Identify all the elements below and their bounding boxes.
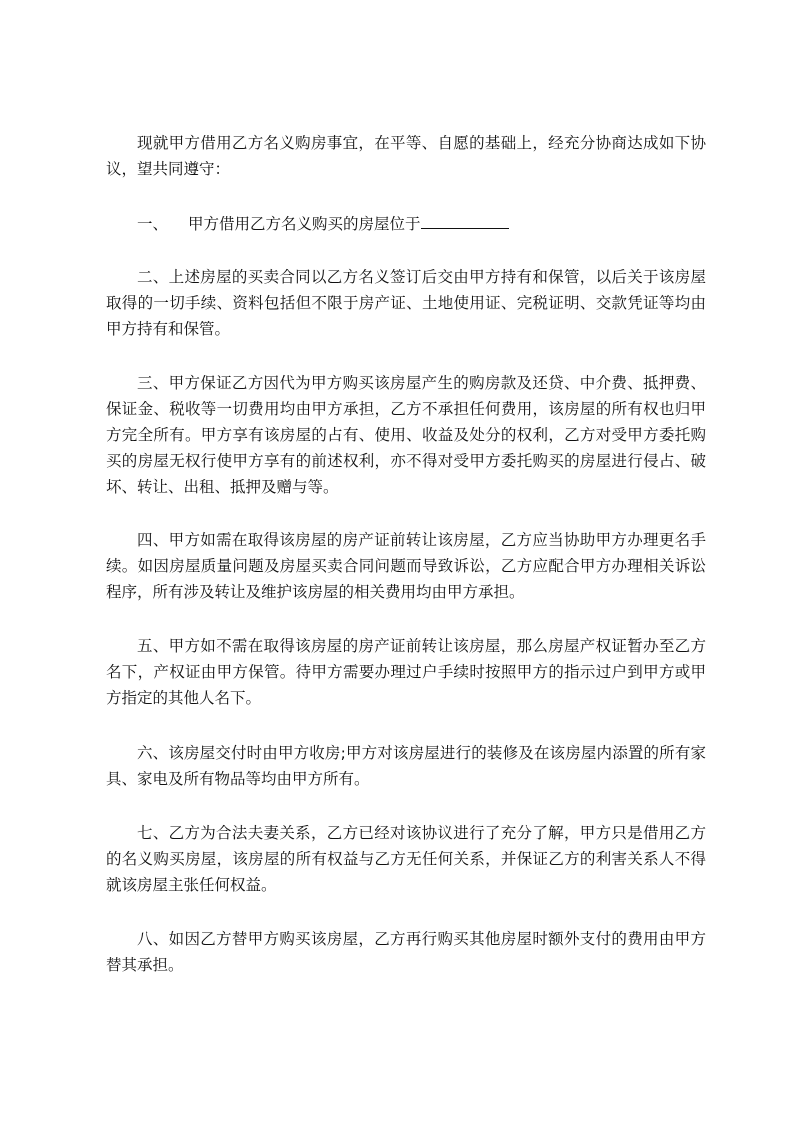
intro-paragraph: 现就甲方借用乙方名义购房事宜，在平等、自愿的基础上，经充分协商达成如下协议，望共同遵守： <box>106 134 706 178</box>
clause-2: 二、上述房屋的买卖合同以乙方名义签订后交由甲方持有和保管，以后关于该房屋取得的一切手续、资料包括但不限于房产证、土地使用证、完税证明、交款凭证等均由甲方持有和保管。 <box>106 268 706 338</box>
clause-1-number: 一、 <box>137 215 169 233</box>
address-blank-line <box>421 213 509 229</box>
clause-5: 五、甲方如不需在取得该房屋的房产证前转让该房屋，那么房屋产权证暂办至乙方名下，产权证由甲方保管。待甲方需要办理过户手续时按照甲方的指示过户到甲方或甲方指定的其他人名下。 <box>106 637 706 707</box>
clause-8: 八、如因乙方替甲方购买该房屋，乙方再行购买其他房屋时额外支付的费用由甲方替其承担。 <box>106 930 706 974</box>
clause-1-text: 甲方借用乙方名义购买的房屋位于 <box>188 215 421 233</box>
clause-7: 七、乙方为合法夫妻关系，乙方已经对该协议进行了充分了解，甲方只是借用乙方的名义购买房屋，该房屋的所有权益与乙方无任何关系，并保证乙方的利害关系人不得就该房屋主张任何权益。 <box>106 824 706 894</box>
clause-3: 三、甲方保证乙方因代为甲方购买该房屋产生的购房款及还贷、中介费、抵押费、保证金、税收等一切费用均由甲方承担，乙方不承担任何费用，该房屋的所有权也归甲方完全所有。甲方享有该房屋的占有、使用、收益及处分的权利，乙方对受甲方委托购买的房屋无权行使甲方享有的前述权利，亦不得对受甲方委托购买的房屋进行侵占、破坏、转让、出租、抵押及赠与等。 <box>106 374 706 496</box>
clause-6: 六、该房屋交付时由甲方收房;甲方对该房屋进行的装修及在该房屋内添置的所有家具、家电及所有物品等均由甲方所有。 <box>106 744 706 788</box>
clause-4: 四、甲方如需在取得该房屋的房产证前转让该房屋，乙方应当协助甲方办理更名手续。如因房屋质量问题及房屋买卖合同问题而导致诉讼，乙方应配合甲方办理相关诉讼程序，所有涉及转让及维护该房屋的相关费用均由甲方承担。 <box>106 531 706 601</box>
clause-1 <box>137 211 509 237</box>
